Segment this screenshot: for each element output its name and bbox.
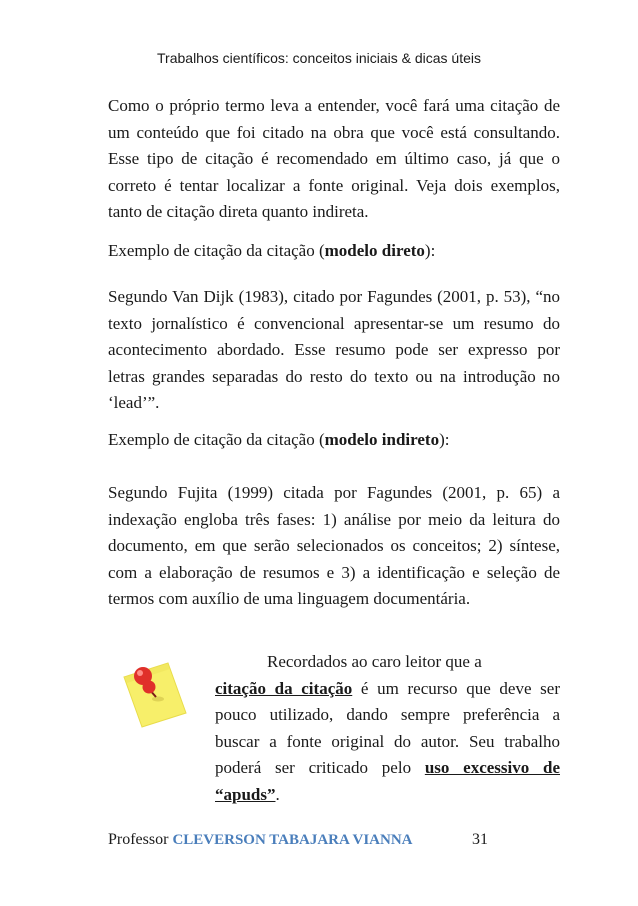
example-direct-prefix: Exemplo de citação da citação ( xyxy=(108,241,325,260)
example-indirect-label: modelo indireto xyxy=(324,430,440,449)
page-footer xyxy=(108,831,498,849)
sticky-note-icon xyxy=(118,655,198,735)
example-indirect-heading xyxy=(108,427,560,454)
note-box xyxy=(215,649,560,808)
direct-citation-text: Segundo Van Dijk (1983), citado por Fagundes (2001, p. 53), “no texto jornalístico é convencional apresentar-se um resumo do acontecimento abordado. Esse resumo pode ser expresso por letras grandes separadas do resto do texto ou na introdução no ‘lead’”. xyxy=(108,287,560,412)
page-number: 31 xyxy=(472,831,488,848)
example-direct-heading xyxy=(108,238,560,265)
example-direct-label: modelo direto xyxy=(324,241,425,260)
intro-paragraph xyxy=(108,93,560,226)
note-middle: é um recurso que deve ser pouco utilizado, dando sempre preferência a buscar a fonte original do autor. Seu trabalho poderá ser criticado pelo xyxy=(215,678,561,777)
note-body xyxy=(215,676,560,809)
note-intro: Recordados ao caro leitor que a xyxy=(267,652,482,671)
example-direct-suffix: ): xyxy=(424,241,436,260)
running-header: Trabalhos científicos: conceitos iniciais & dicas úteis xyxy=(157,50,481,66)
footer-prefix: Professor xyxy=(108,831,173,848)
note-emphasis: uso excessivo de “apuds” xyxy=(215,758,560,804)
note-end: . xyxy=(275,784,280,804)
example-indirect-prefix: Exemplo de citação da citação ( xyxy=(108,430,325,449)
footer-author: CLEVERSON TABAJARA VIANNA xyxy=(172,832,413,848)
indirect-citation-text: Segundo Fujita (1999) citada por Fagundes (2001, p. 65) a indexação engloba três fases: 1) análise por meio da leitura do documento, em que serão selecionados os conceitos; 2) síntese, com a elaboração de resumos e 3) a identificação e seleção de termos com auxílio de uma linguagem documentária. xyxy=(108,483,560,608)
example-indirect-suffix: ): xyxy=(439,430,450,449)
intro-text: Como o próprio termo leva a entender, você fará uma citação de um conteúdo que foi citado na obra que você está consultando. Esse tipo de citação é recomendado em último caso, já que o correto é tentar localizar a fonte original. Veja dois exemplos, tanto de citação direta quanto indireta. xyxy=(108,96,560,221)
direct-citation-paragraph xyxy=(108,284,560,417)
indirect-citation-paragraph xyxy=(108,480,560,613)
note-term: citação da citação xyxy=(215,678,353,698)
